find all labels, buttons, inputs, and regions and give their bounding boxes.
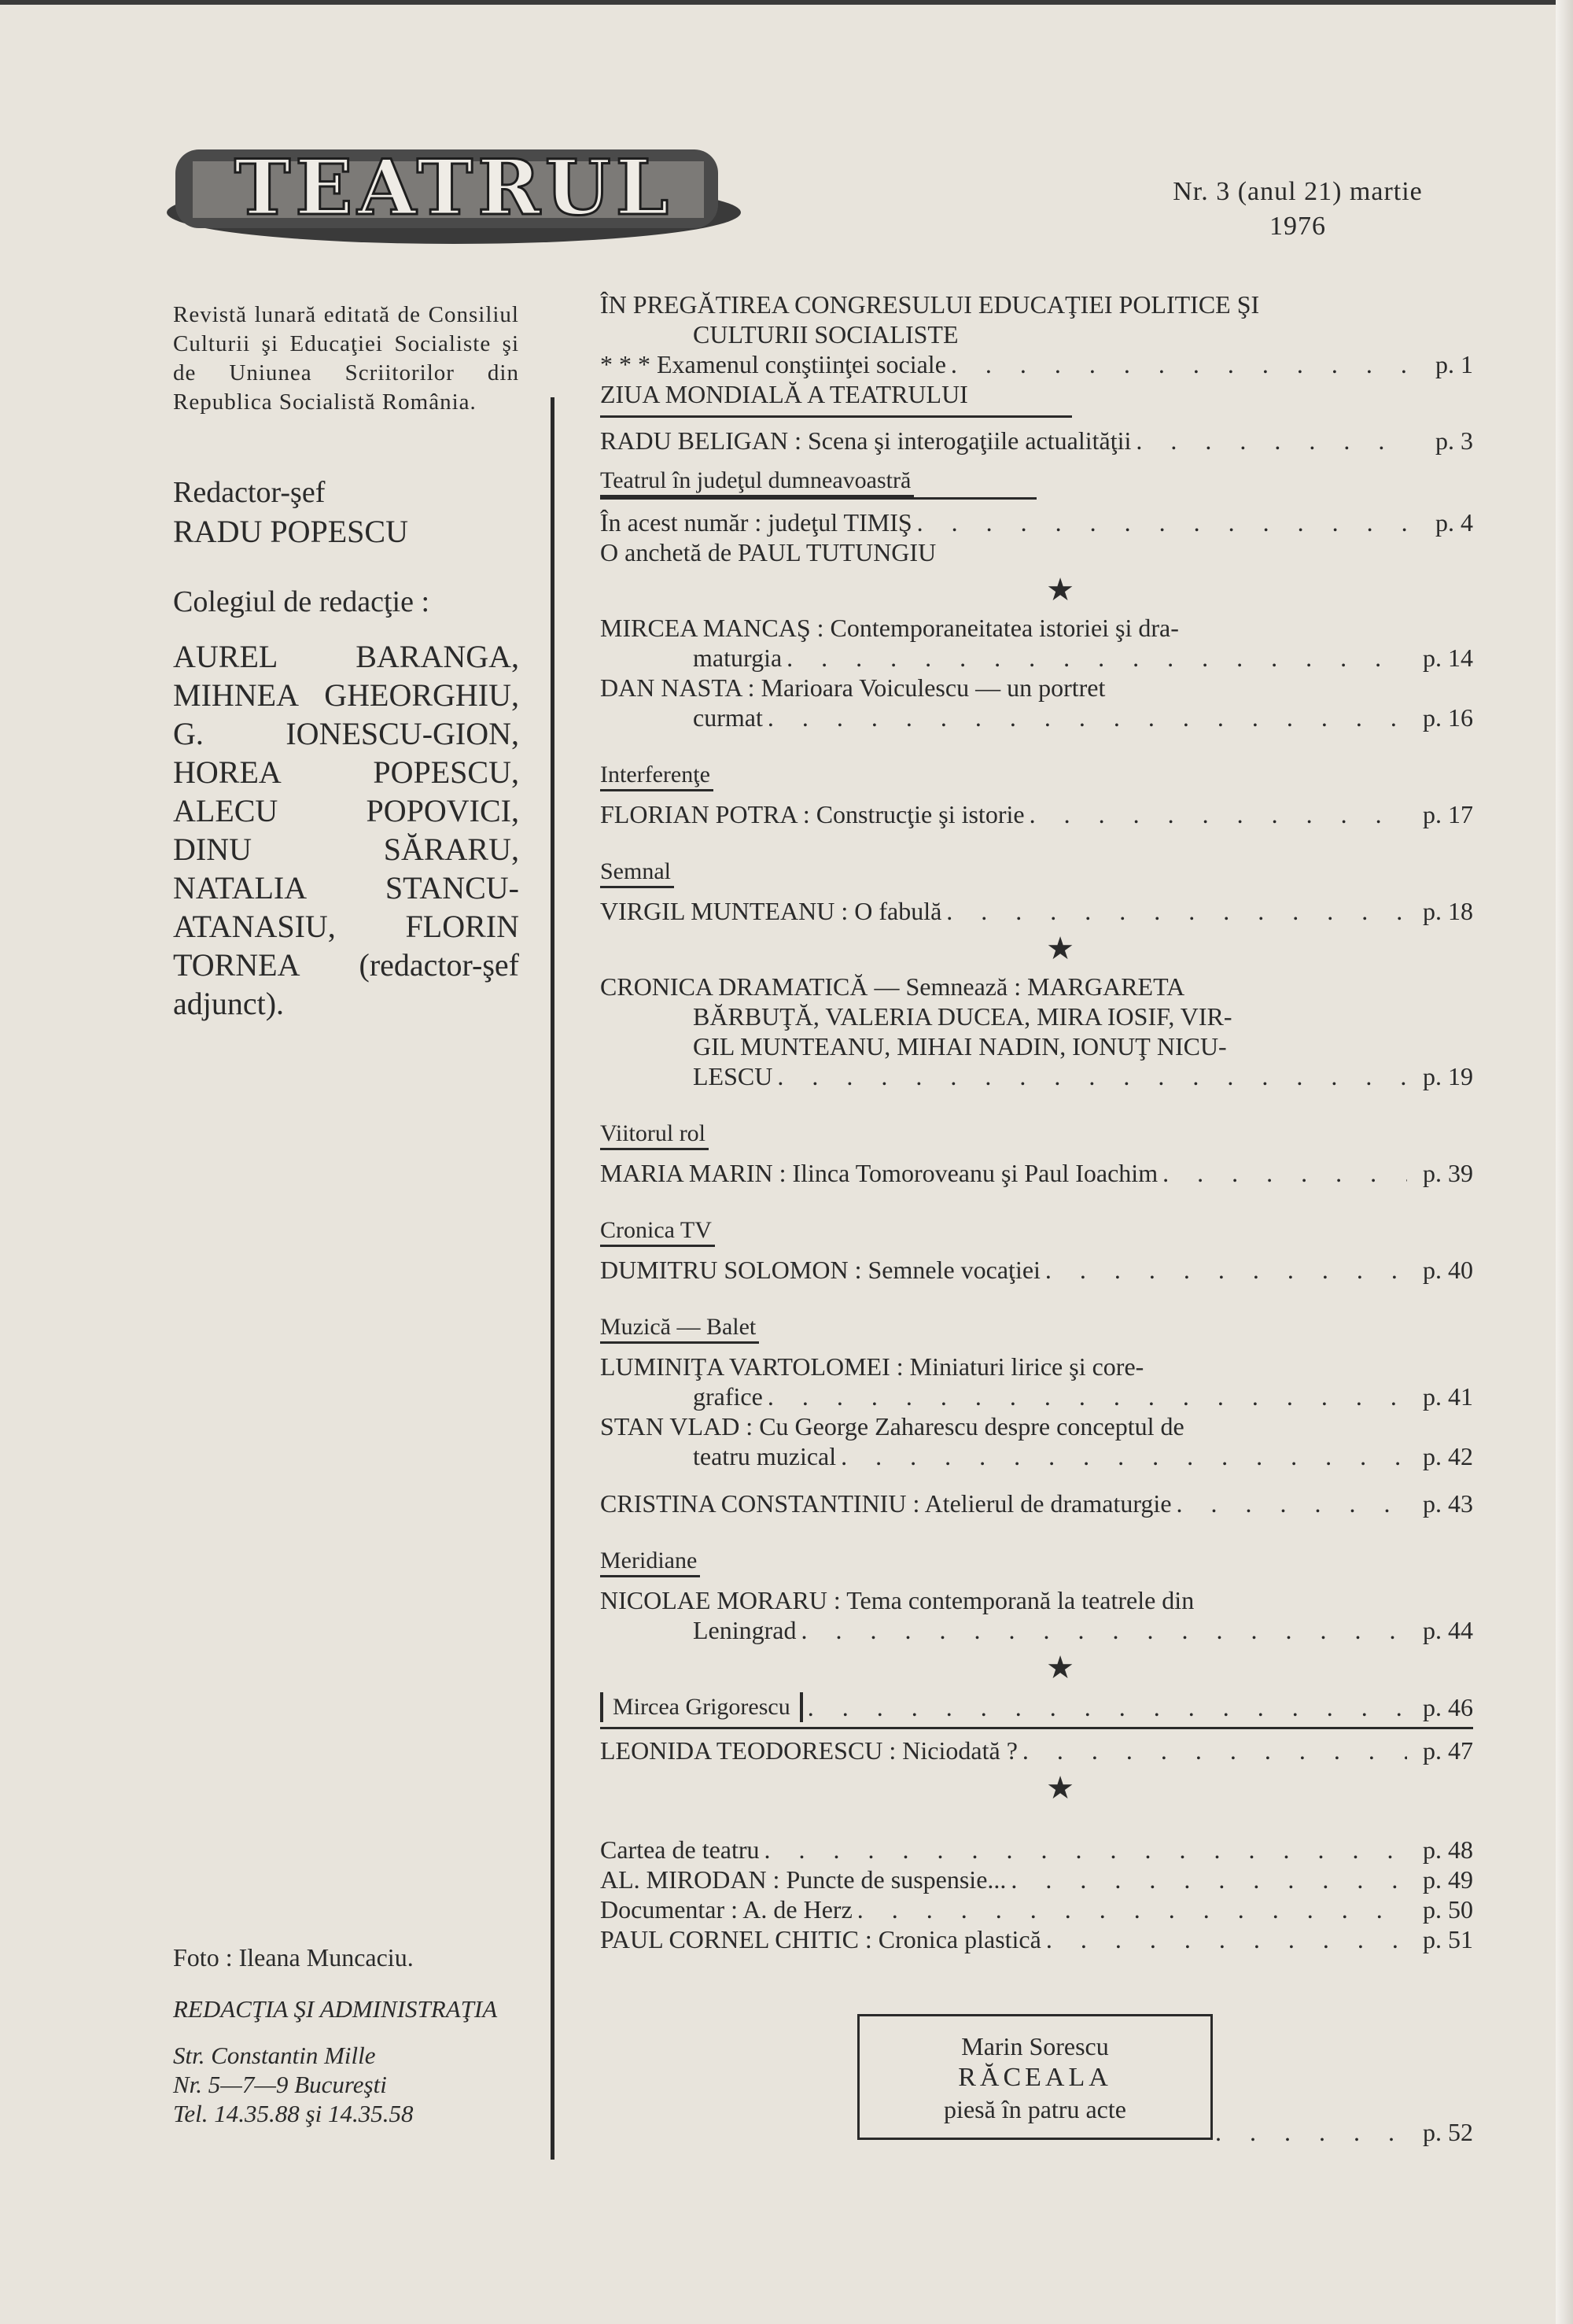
leader-dots [836, 1441, 1407, 1471]
toc-entry[interactable] [600, 703, 1473, 732]
leader-dots [763, 703, 1407, 732]
toc-title: DAN NASTA : Marioara Voiculescu — un portret [600, 673, 1106, 702]
leader-dots [772, 1061, 1407, 1091]
toc-title: Leningrad [693, 1616, 797, 1644]
headline-line-2: CULTURII SOCIALISTE [693, 320, 959, 349]
toc-title: teatru muzical [693, 1442, 837, 1470]
address-street: Str. Constantin Mille [173, 2042, 376, 2069]
board-names: AUREL BARANGA, MIHNEA GHEORGHIU, G. IONESCU-GION, HOREA POPESCU, ALECU POPOVICI, DINU SĂRARU, NATALIA STANCU-ATANASIU, FLORIN TORNEA (redactor-şef adjunct). [173, 639, 519, 1021]
toc-entry[interactable] [600, 1865, 1473, 1894]
headline-line-1: ÎN PREGĂTIREA CONGRESULUI EDUCAŢIEI POLITICE ŞI [600, 290, 1260, 319]
leader-dots [1041, 1924, 1407, 1954]
ziua-heading: ZIUA MONDIALĂ A TEATRULUI [600, 380, 968, 408]
toc-page: p. 14 [1423, 644, 1473, 672]
toc-page: p. 46 [1423, 1693, 1473, 1721]
toc-title: FLORIAN POTRA : Construcţie şi istorie [600, 800, 1025, 828]
leader-dots [760, 1835, 1407, 1865]
star-icon: ★ [1046, 931, 1074, 966]
leader-dots [1172, 1488, 1407, 1518]
toc-page: p. 17 [1423, 800, 1473, 828]
leader-dots [782, 643, 1407, 673]
toc-page: p. 4 [1435, 508, 1473, 537]
top-edge [0, 0, 1573, 5]
toc-title: GIL MUNTEANU, MIHAI NADIN, IONUŢ NICU- [693, 1032, 1227, 1061]
photo-credit: Foto : Ileana Muncaciu. [173, 1943, 414, 1972]
toc-title: Documentar : A. de Herz [600, 1895, 853, 1924]
toc-entry[interactable] [600, 349, 1473, 379]
toc-page: p. 41 [1423, 1382, 1473, 1411]
address-block [173, 1994, 519, 2128]
toc-entry[interactable] [600, 1736, 1473, 1765]
featured-play-box[interactable] [857, 2014, 1213, 2140]
page-edge-right [1556, 0, 1573, 2324]
toc-title: VIRGIL MUNTEANU : O fabulă [600, 897, 942, 925]
play-subtitle: piesă în patru acte [944, 2095, 1126, 2123]
leader-dots [763, 1381, 1407, 1411]
section-heading: Meridiane [600, 1547, 700, 1577]
toc-page: p. 43 [1423, 1489, 1473, 1518]
divider [600, 1727, 1473, 1729]
toc-page: p. 50 [1423, 1895, 1473, 1924]
leader-dots [946, 349, 1407, 379]
toc-entry[interactable] [600, 1381, 1473, 1411]
toc-title: grafice [693, 1382, 763, 1411]
leader-dots [853, 1894, 1407, 1924]
toc-page: p. 48 [1423, 1835, 1473, 1864]
toc-title: LESCU [693, 1062, 773, 1090]
toc-entry[interactable] [600, 799, 1473, 829]
leader-dots [1041, 1255, 1407, 1285]
table-of-contents [600, 290, 1473, 1954]
toc-entry[interactable] [600, 507, 1473, 537]
leader-dots [1158, 1158, 1407, 1188]
toc-entry[interactable] [600, 426, 1473, 456]
section-heading: Muzică — Balet [600, 1313, 759, 1344]
toc-title: * * * Examenul conştiinţei sociale [600, 350, 946, 378]
issue-number: Nr. 3 (anul 21) martie [1173, 177, 1423, 206]
toc-entry[interactable] [600, 1615, 1473, 1645]
toc-page: p. 19 [1423, 1062, 1473, 1090]
issue-info [1117, 175, 1479, 244]
toc-title: MIRCEA MANCAŞ : Contemporaneitatea istoriei şi dra- [600, 614, 1179, 642]
divider [600, 497, 1037, 500]
leader-dots [1018, 1736, 1407, 1765]
toc-entry[interactable] [600, 1158, 1473, 1188]
toc-entry[interactable] [600, 1835, 1473, 1865]
leader-dots [803, 1692, 1407, 1722]
leader-dots [912, 507, 1407, 537]
play-page-row [1215, 2118, 1473, 2147]
toc-page: p. 16 [1423, 703, 1473, 732]
toc-subtitle: O anchetă de PAUL TUTUNGIU [600, 538, 937, 566]
toc-title: CRONICA DRAMATICĂ — Semnează : MARGARETA [600, 972, 1185, 1001]
editor-name: RADU POPESCU [173, 514, 408, 549]
toc-page: p. 47 [1423, 1736, 1473, 1765]
logo-text: TEATRUL [234, 143, 674, 232]
boxed-title: Mircea Grigorescu [600, 1692, 803, 1722]
toc-title: Cartea de teatru [600, 1835, 760, 1864]
toc-page: p. 51 [1423, 1925, 1473, 1953]
toc-title: DUMITRU SOLOMON : Semnele vocaţiei [600, 1256, 1041, 1284]
toc-entry[interactable] [600, 1894, 1473, 1924]
toc-entry[interactable] [600, 896, 1473, 926]
column-divider [551, 397, 554, 2160]
toc-page: p. 1 [1435, 350, 1473, 378]
toc-page: p. 44 [1423, 1616, 1473, 1644]
address-number: Nr. 5—7—9 Bucureşti [173, 2071, 387, 2098]
toc-title: LEONIDA TEODORESCU : Niciodată ? [600, 1736, 1018, 1765]
teatrul-logo [161, 126, 747, 252]
star-icon: ★ [1046, 1650, 1074, 1685]
toc-page: p. 3 [1435, 426, 1473, 455]
section-heading: Viitorul rol [600, 1120, 709, 1150]
play-page: p. 52 [1423, 2118, 1473, 2146]
issue-year: 1976 [1269, 212, 1326, 241]
play-title: RĂCEALA [958, 2063, 1112, 2092]
toc-entry[interactable] [600, 1441, 1473, 1471]
toc-title: În acest număr : judeţul TIMIŞ [600, 508, 912, 537]
star-icon: ★ [1046, 1770, 1074, 1806]
leader-dots [1215, 2118, 1423, 2147]
toc-entry[interactable] [600, 1691, 1473, 1722]
play-author: Marin Sorescu [961, 2032, 1109, 2060]
toc-title: curmat [693, 703, 763, 732]
toc-title: RADU BELIGAN : Scena şi interogaţiile actualităţii [600, 426, 1132, 455]
toc-page: p. 49 [1423, 1865, 1473, 1894]
star-icon: ★ [1046, 572, 1074, 607]
toc-title: STAN VLAD : Cu George Zaharescu despre conceptul de [600, 1412, 1184, 1441]
section-heading: Cronica TV [600, 1216, 715, 1247]
toc-entry[interactable] [600, 1061, 1473, 1091]
toc-title: NICOLAE MORARU : Tema contemporană la teatrele din [600, 1586, 1195, 1614]
toc-title: BĂRBUŢĂ, VALERIA DUCEA, MIRA IOSIF, VIR- [693, 1002, 1232, 1031]
toc-title: MARIA MARIN : Ilinca Tomoroveanu şi Paul Ioachim [600, 1159, 1159, 1187]
toc-page: p. 42 [1423, 1442, 1473, 1470]
toc-entry[interactable] [600, 643, 1473, 673]
divider [600, 415, 1072, 418]
toc-title: maturgia [693, 644, 783, 672]
toc-title: AL. MIRODAN : Puncte de suspensie... [600, 1865, 1007, 1894]
leader-dots [1131, 426, 1407, 456]
editor-label: Redactor-şef [173, 476, 326, 509]
toc-entry[interactable] [600, 1488, 1473, 1518]
leader-dots [1025, 799, 1407, 829]
toc-page: p. 39 [1423, 1159, 1473, 1187]
publisher-note: Revistă lunară editată de Consiliul Culturii şi Educaţiei Socialiste şi de Uniunea Scriitorilor din Republica Socialistă România. [173, 302, 519, 415]
left-column [173, 291, 519, 1023]
toc-page: p. 18 [1423, 897, 1473, 925]
section-heading: Semnal [600, 858, 674, 888]
toc-entry[interactable] [600, 1924, 1473, 1954]
toc-title: PAUL CORNEL CHITIC : Cronica plastică [600, 1925, 1041, 1953]
section-heading: Teatrul în judeţul dumneavoastră [600, 467, 914, 497]
toc-title: LUMINIŢA VARTOLOMEI : Miniaturi lirice şi core- [600, 1352, 1144, 1381]
section-heading: Interferenţe [600, 761, 713, 791]
board-label: Colegiul de redacţie : [173, 585, 430, 618]
leader-dots [941, 896, 1407, 926]
toc-title: CRISTINA CONSTANTINIU : Atelierul de dramaturgie [600, 1489, 1172, 1518]
address-title: REDACŢIA ŞI ADMINISTRAŢIA [173, 1995, 498, 2023]
toc-entry[interactable] [600, 1255, 1473, 1285]
leader-dots [1006, 1865, 1407, 1894]
toc-page: p. 40 [1423, 1256, 1473, 1284]
leader-dots [797, 1615, 1408, 1645]
address-phone: Tel. 14.35.88 şi 14.35.58 [173, 2100, 414, 2127]
